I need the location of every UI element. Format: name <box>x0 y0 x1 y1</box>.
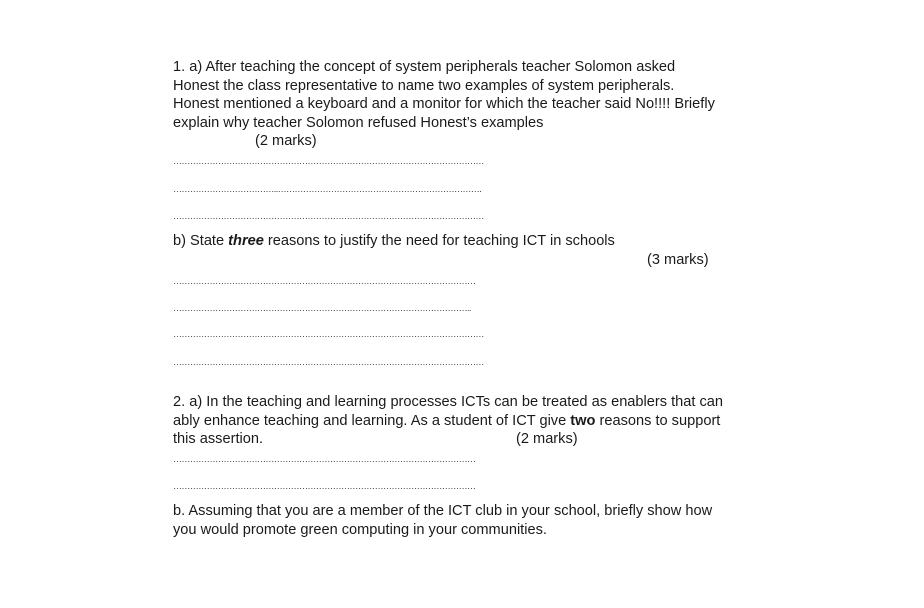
question-2a-prefix: ably enhance teaching and learning. As a student of ICT give <box>173 412 571 429</box>
question-1a-line: Honest the class representative to name two examples of system peripherals. <box>173 77 675 94</box>
answer-line: ………………………………………………………………………………………………… <box>173 211 484 221</box>
question-2a-line: 2. a) In the teaching and learning processes ICTs can be treated as enablers that can <box>173 394 724 410</box>
question-2a <box>173 393 773 449</box>
question-1a-line: Honest mentioned a keyboard and a monitor for which the teacher said No!!!! Briefly <box>173 96 715 112</box>
question-1b-text <box>173 232 773 251</box>
question-1a <box>173 58 773 151</box>
question-2a-line <box>173 430 773 449</box>
question-1a-line: explain why teacher Solomon refused Honest’s examples <box>173 114 544 131</box>
answer-line: ………………………………………………………………………………………………… <box>173 329 484 339</box>
question-2b <box>173 502 773 539</box>
question-2a-line <box>173 412 773 431</box>
question-1a-line: 1. a) After teaching the concept of system peripherals teacher Solomon asked <box>173 59 676 75</box>
question-2b-line: you would promote green computing in your communities. <box>173 521 547 538</box>
answer-line: ……………………………………………………………………………………………… <box>173 481 476 491</box>
answer-line: ……………………………………………………………………………………………… <box>173 454 476 464</box>
answer-line: …………………………………………………………………………………………….. <box>173 303 471 313</box>
answer-line: ……………………………………………………………………………………………… <box>173 276 476 286</box>
question-1a-marks: (2 marks) <box>255 133 317 149</box>
question-2a-text: this assertion. <box>173 431 264 447</box>
question-2b-line: b. Assuming that you are a member of the ICT club in your school, briefly show how <box>173 503 713 519</box>
answer-line: ………………………………………………………………………………………………… <box>173 156 484 166</box>
question-2a-marks: (2 marks) <box>516 431 578 447</box>
question-1b-emphasis: three <box>228 233 264 249</box>
question-2a-suffix: reasons to support <box>595 412 721 429</box>
answer-line: ………………………………………………………………………………………………… <box>173 357 484 367</box>
question-1b-prefix: b) State <box>173 233 229 249</box>
question-2a-emphasis: two <box>570 412 596 429</box>
answer-line: ………………………………..………………………………………………………………. <box>173 184 482 194</box>
question-1b <box>173 232 773 269</box>
question-1b-suffix: reasons to justify the need for teaching ICT in schools <box>263 233 615 249</box>
question-1b-marks: (3 marks) <box>647 251 709 268</box>
